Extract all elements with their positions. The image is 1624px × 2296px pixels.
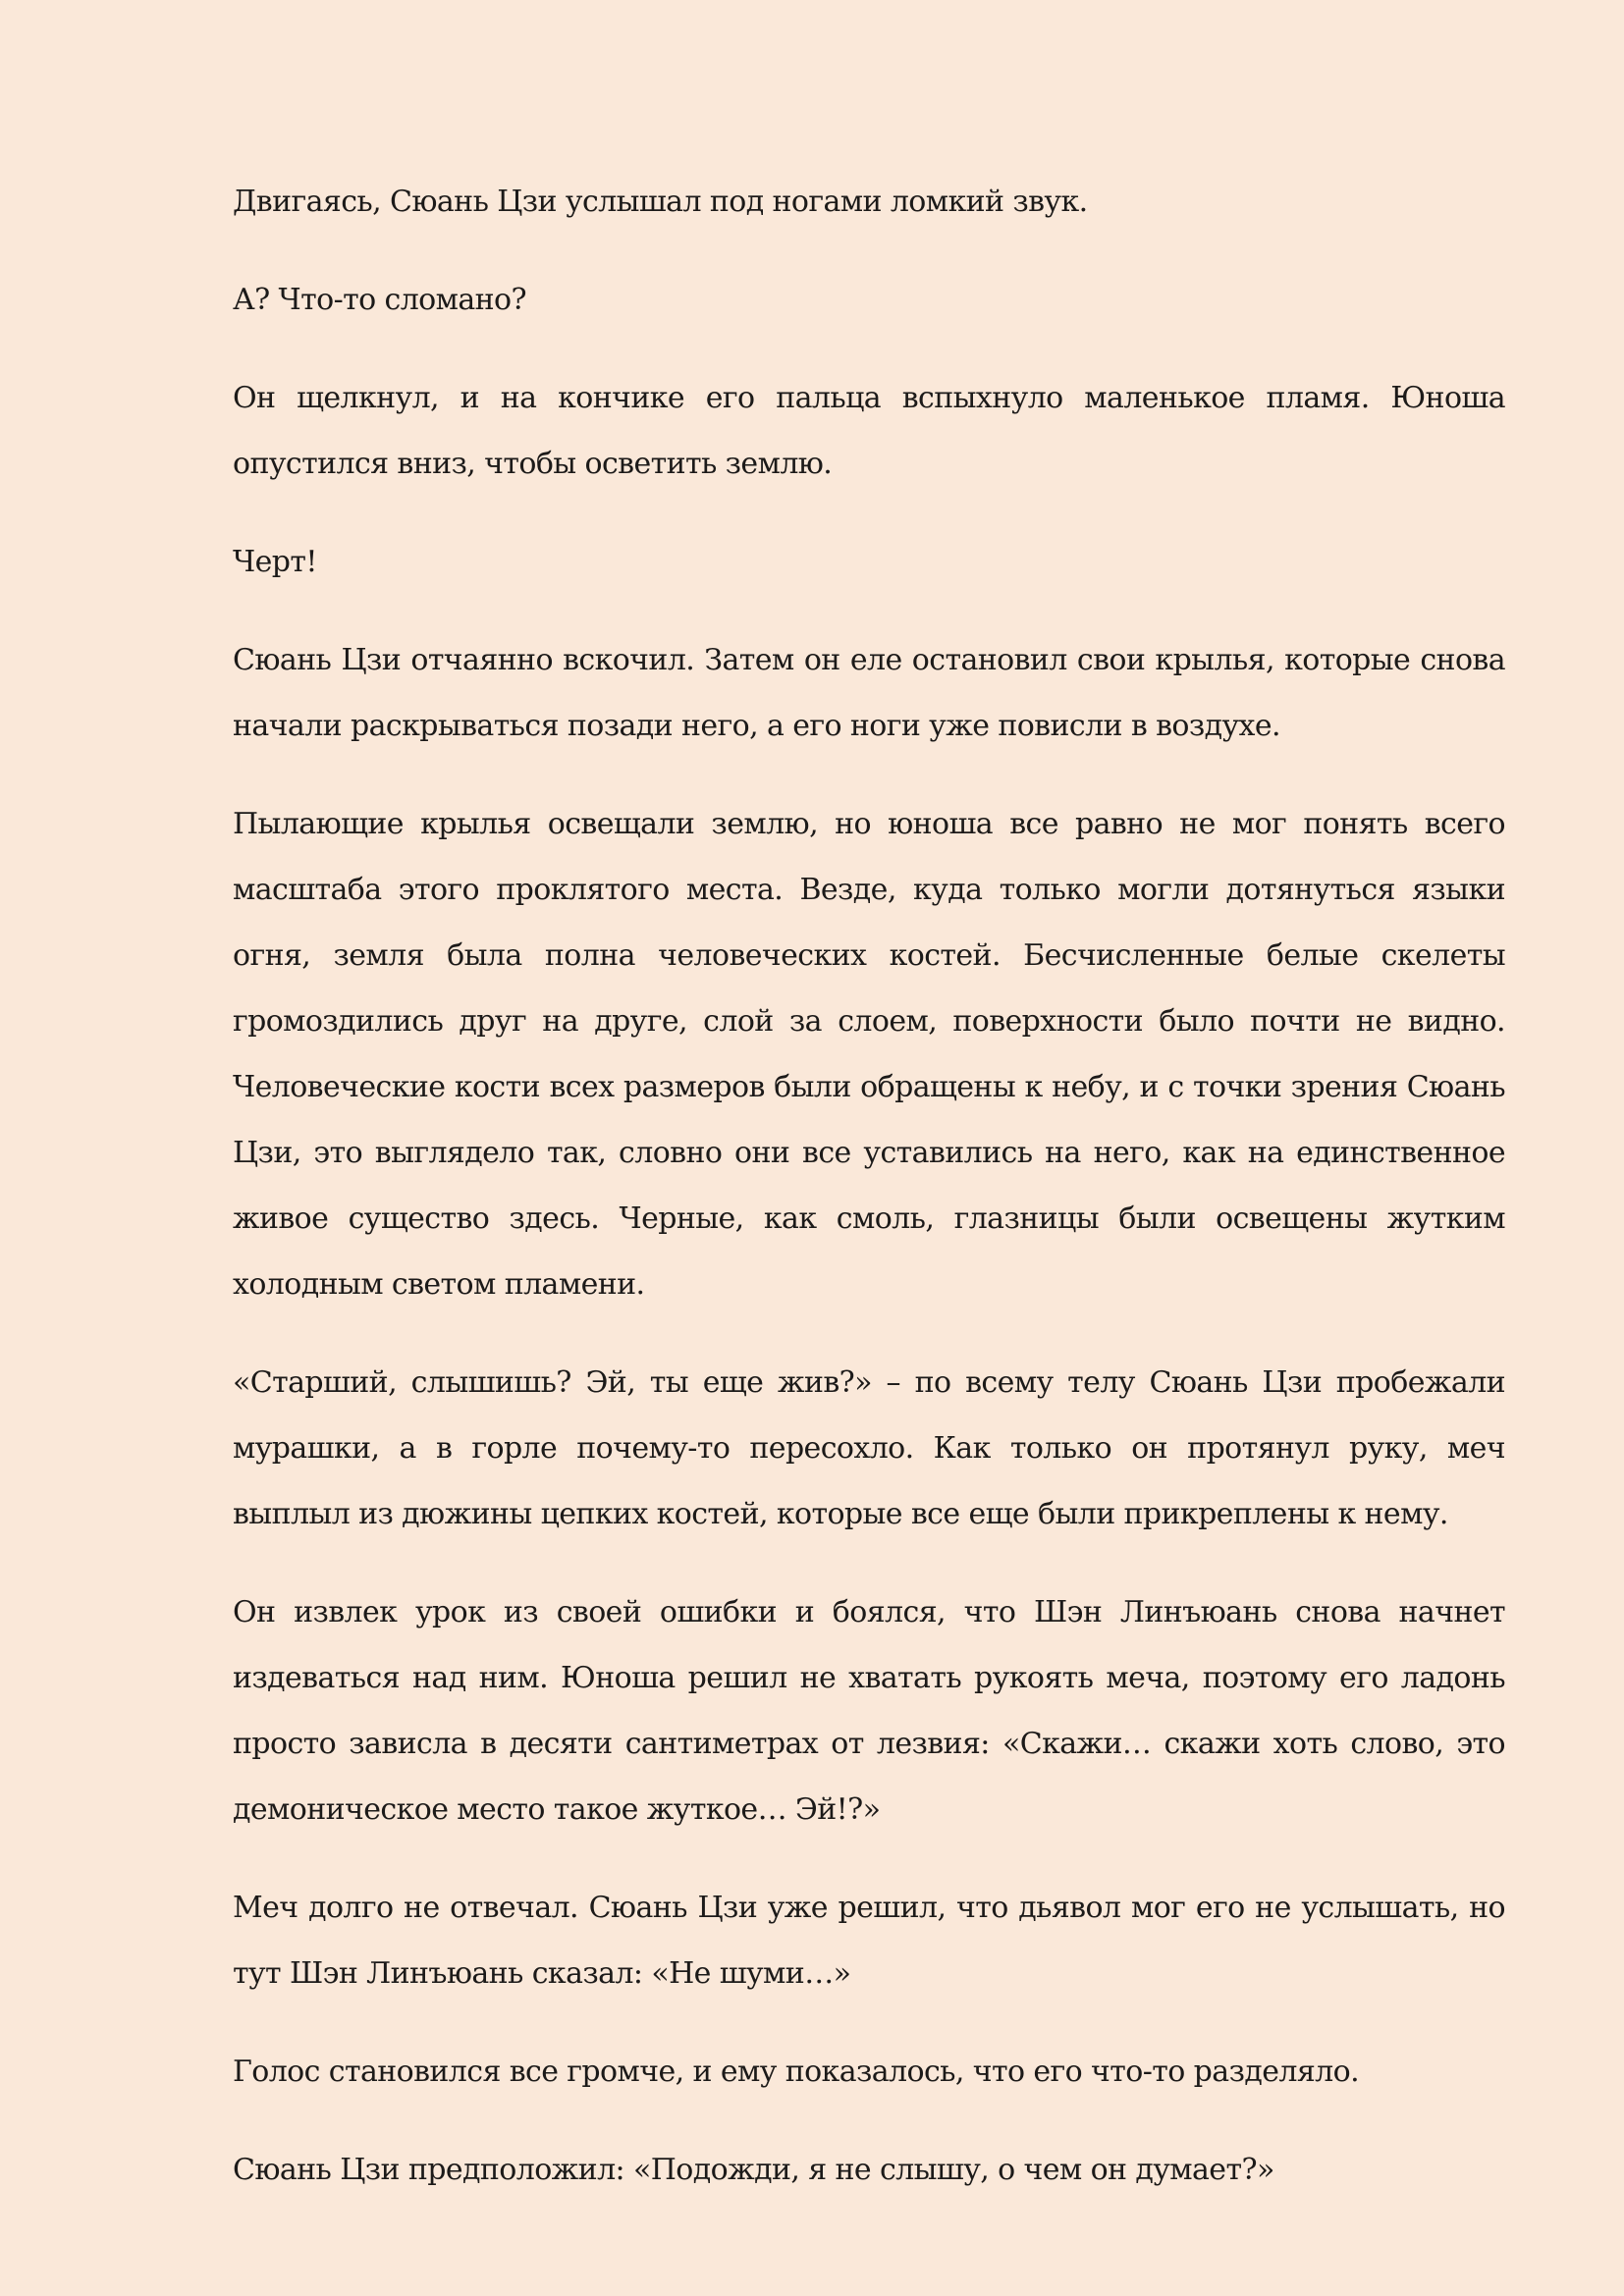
paragraph-3: Он щелкнул, и на кончике его пальца вспыхнуло маленькое пламя. Юноша опустился вниз, чтобы осветить землю.: [233, 381, 1505, 481]
paragraph-7: «Старший, слышишь? Эй, ты еще жив?» – по всему телу Сюань Цзи пробежали мурашки, а в горле почему-то пересохло. Как только он протянул руку, меч выплыл из дюжины цепких костей, которые все еще были прикреплены к нему.: [233, 1365, 1505, 1531]
paragraph-10: Голос становился все громче, и ему показалось, что его что-то разделяло.: [233, 2055, 1360, 2089]
paragraph-11: Сюань Цзи предположил: «Подожди, я не слышу, о чем он думает?»: [233, 2153, 1274, 2187]
paragraph-9: Меч долго не отвечал. Сюань Цзи уже решил, что дьявол мог его не услышать, но тут Шэн Линъюань сказал: «Не шуми…»: [233, 1891, 1505, 1991]
paragraph-1: Двигаясь, Сюань Цзи услышал под ногами ломкий звук.: [233, 185, 1088, 219]
paragraph-4: Черт!: [233, 545, 317, 579]
paragraph-6: Пылающие крылья освещали землю, но юноша все равно не мог понять всего масштаба этого проклятого места. Везде, куда только могли дотянуться языки огня, земля была полна человеческих костей. Бесчисленные белые скелеты громоздились друг на друге, слой за слоем, поверхности было почти не видно. Человеческие кости всех размеров были обращены к небу, и с точки зрения Сюань Цзи, это выглядело так, словно они все уставились на него, как на единственное живое существо здесь. Черные, как смоль, глазницы были освещены жутким холодным светом пламени.: [233, 807, 1505, 1302]
paragraph-8: Он извлек урок из своей ошибки и боялся, что Шэн Линъюань снова начнет издеваться над ним. Юноша решил не хватать рукоять меча, поэтому его ладонь просто зависла в десяти сантиметрах от лезвия: «Скажи… скажи хоть слово, это демоническое место такое жуткое… Эй!?»: [233, 1595, 1505, 1827]
paragraph-2: А? Что-то сломано?: [233, 283, 526, 317]
paragraph-5: Сюань Цзи отчаянно вскочил. Затем он еле остановил свои крылья, которые снова начали раскрываться позади него, а его ноги уже повисли в воздухе.: [233, 643, 1505, 743]
